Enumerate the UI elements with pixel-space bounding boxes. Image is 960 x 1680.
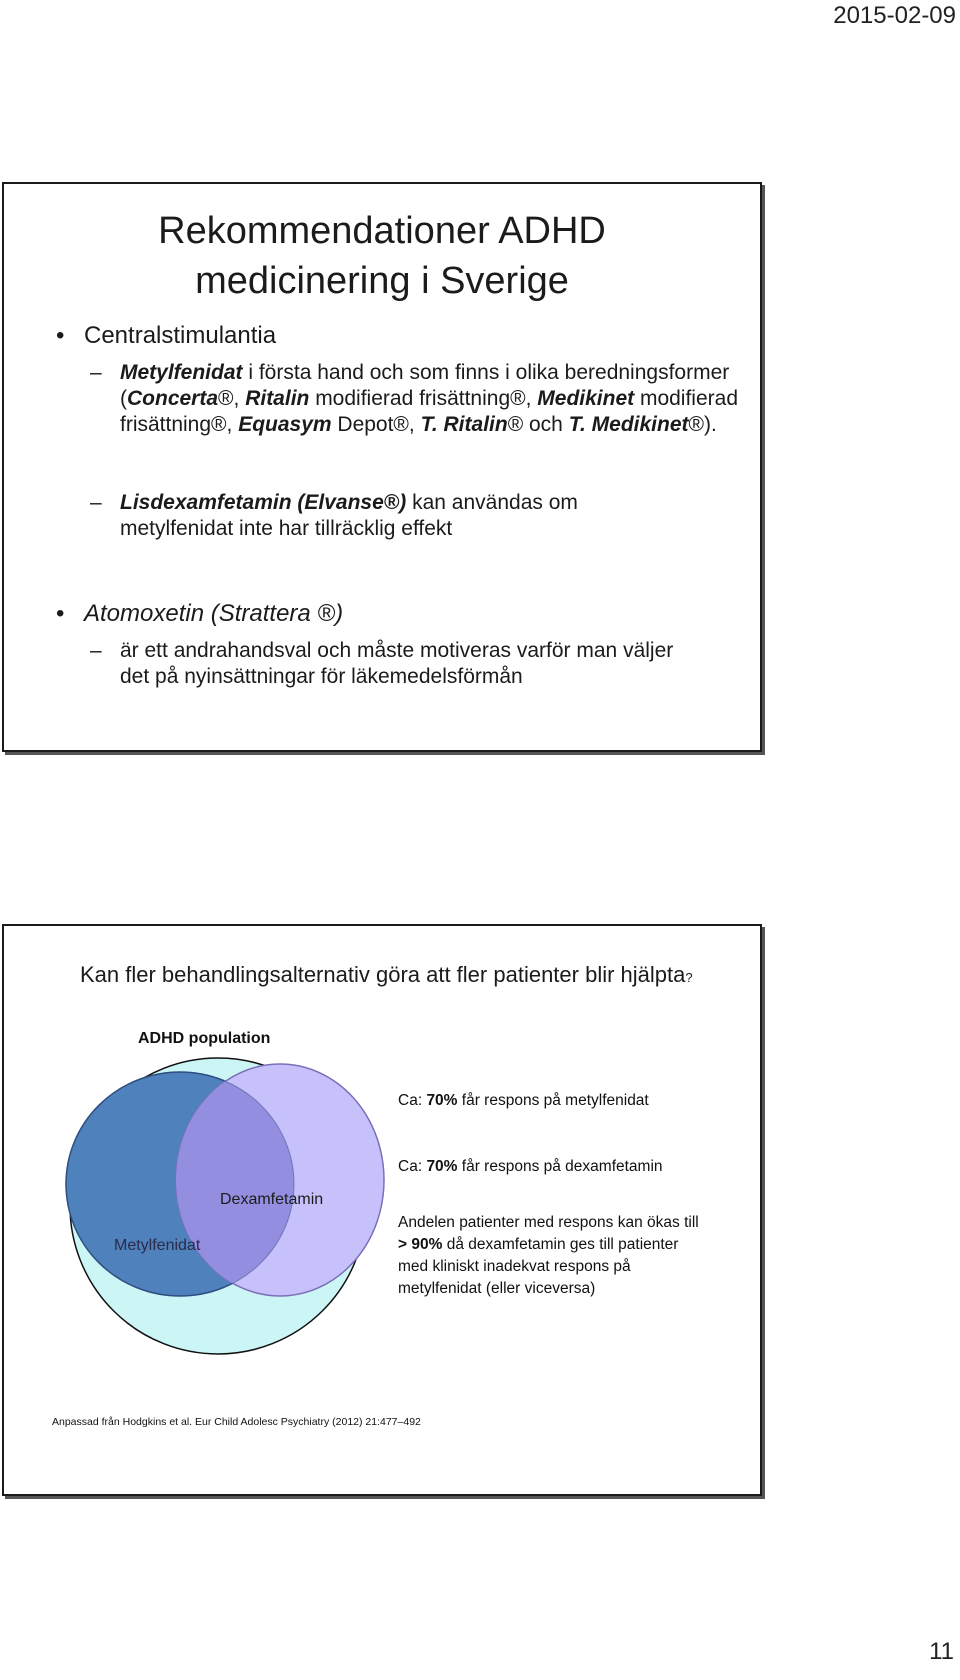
metylfenidat-label: Metylfenidat [114,1237,201,1254]
info-dexamfetamin: Ca: 70% får respons på dexamfetamin [398,1158,663,1175]
bullet-text: Atomoxetin (Strattera ®) [84,600,344,627]
venn-diagram [48,1056,388,1356]
slide-recommendations [2,182,762,752]
header-date: 2015-02-09 [833,2,956,29]
dexamfetamin-label: Dexamfetamin [220,1191,324,1208]
bullet-text: Centralstimulantia [84,322,277,349]
dash-icon: – [90,361,102,384]
title-line-1: Rekommendationer ADHD [158,210,606,252]
sub-item-text: Lisdexamfetamin (Elvanse®) kan användas om metylfenidat inte har tillräcklig effekt [120,491,578,540]
info-metylfenidat: Ca: 70% får respons på metylfenidat [398,1092,649,1109]
slide-title: Kan fler behandlingsalternativ göra att fler patienter blir hjälpta? [80,962,693,987]
page-number: 11 [929,1638,954,1665]
sub-item-text: är ett andrahandsval och måste motiveras varför man väljer det på nyinsättningar för läkemedelsförmån [120,639,674,688]
sub-item-text: Metylfenidat i första hand och som finns i olika beredningsformer (Concerta®, Ritalin modifierad frisättning®, Medikinet modifierad frisättning®, Equasym Depot®, T. Ritalin® och T. Medikinet®). [120,361,739,436]
bullet-dot-icon: • [56,322,65,349]
slide-treatment-alternatives [2,924,762,1496]
dash-icon: – [90,639,102,662]
source-citation: Anpassad från Hodgkins et al. Eur Child Adolesc Psychiatry (2012) 21:477–492 [52,1416,421,1428]
slide-title [4,206,760,306]
population-label: ADHD population [138,1030,271,1047]
bullet-dot-icon: • [56,600,65,627]
info-combined-response: Andelen patienter med respons kan ökas till > 90% då dexamfetamin ges till patienter med kliniskt inadekvat respons på metylfenidat (eller viceversa) [398,1214,699,1297]
title-line-2: medicinering i Sverige [195,260,569,302]
dash-icon: – [90,491,102,514]
